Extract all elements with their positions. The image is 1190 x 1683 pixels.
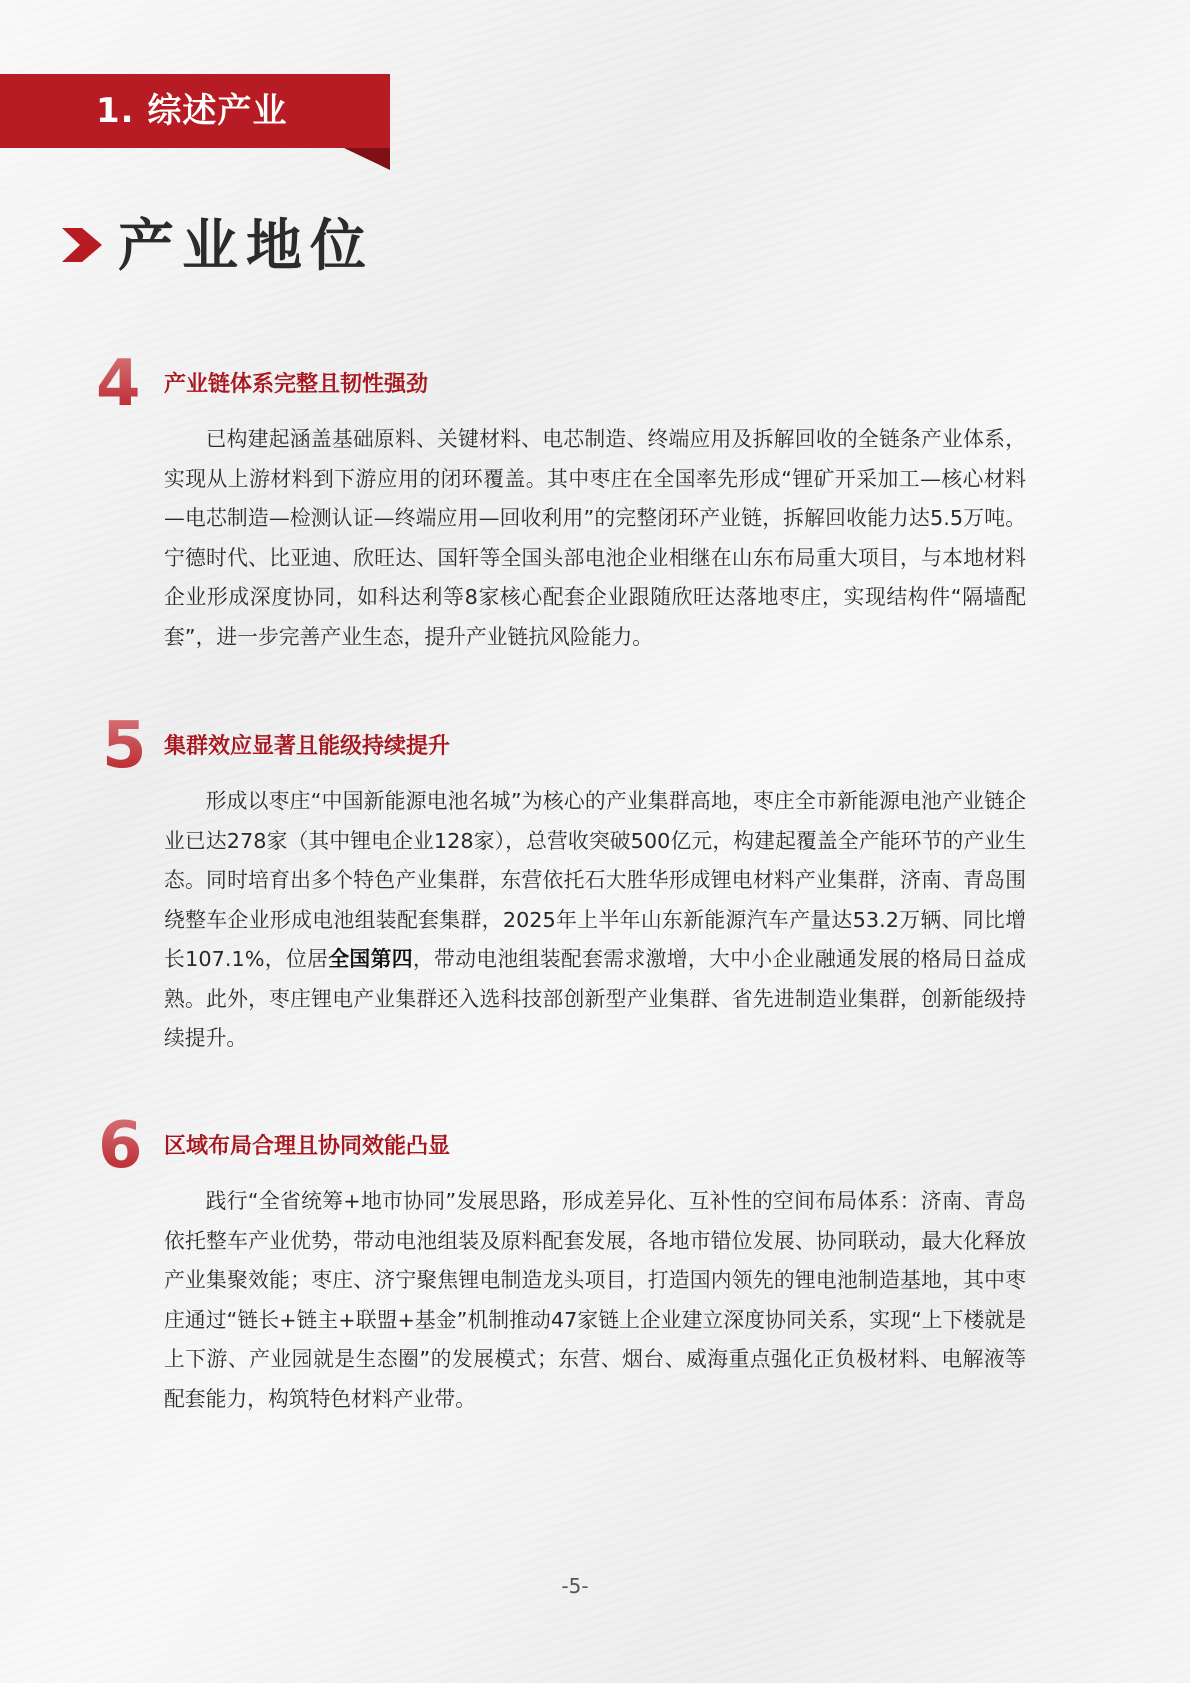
block-body-text: ，带动电池组装配套需求激增，大中小企业融通发展的格局日益成熟。此外，枣庄锂电产业集群还入选科技部创新型产业集群、省先进制造业集群，创新能级持续提升。	[164, 947, 1027, 1050]
block-heading: 区域布局合理且协同效能凸显	[164, 1134, 451, 1159]
block-body-emphasis: 全国第四	[328, 947, 413, 971]
page-number: -5-	[561, 1574, 589, 1598]
section-banner-fold	[344, 148, 390, 170]
block-body-text: 形成以枣庄“中国新能源电池名城”为核心的产业集群高地，枣庄全市新能源电池产业链企业已达278家（其中锂电企业128家），总营收突破500亿元，构建起覆盖全产能环节的产业生态。同时培育出多个特色产业集群，东营依托石大胜华形成锂电材料产业集群，济南、青岛围绕整车企业形成电池组装配套集群，2025年上半年山东新能源汽车产量达53.2万辆、同比增长107.1%，位居	[164, 789, 1026, 971]
block-body: 已构建起涵盖基础原料、关键材料、电芯制造、终端应用及拆解回收的全链条产业体系，实现从上游材料到下游应用的闭环覆盖。其中枣庄在全国率先形成“锂矿开采加工—核心材料—电芯制造—检测认证—终端应用—回收利用”的完整闭环产业链，拆解回收能力达5.5万吨。宁德时代、比亚迪、欣旺达、国轩等全国头部电池企业相继在山东布局重大项目，与本地材料企业形成深度协同，如科达利等8家核心配套企业跟随欣旺达落地枣庄，实现结构件“隔墙配套”，进一步完善产业生态，提升产业链抗风险能力。	[164, 427, 1026, 649]
page-title: 产业地位	[118, 214, 374, 279]
block-heading: 产业链体系完整且韧性强劲	[164, 372, 429, 397]
block-number: 5	[102, 709, 147, 783]
block-number: 6	[98, 1109, 143, 1183]
block-heading: 集群效应显著且能级持续提升	[164, 734, 451, 759]
block-number: 4	[96, 347, 141, 421]
block-body	[164, 782, 1026, 1059]
chevron-right-icon	[60, 225, 104, 265]
block-body: 践行“全省统筹+地市协同”发展思路，形成差异化、互补性的空间布局体系：济南、青岛依托整车产业优势，带动电池组装及原料配套发展，各地市错位发展、协同联动，最大化释放产业集聚效能；枣庄、济宁聚焦锂电制造龙头项目，打造国内领先的锂电池制造基地，其中枣庄通过“链长+链主+联盟+基金”机制推动47家链上企业建立深度协同关系，实现“上下楼就是上下游、产业园就是生态圈”的发展模式；东营、烟台、威海重点强化正负极材料、电解液等配套能力，构筑特色材料产业带。	[164, 1189, 1026, 1411]
section-label: 1. 综述产业	[96, 91, 288, 131]
